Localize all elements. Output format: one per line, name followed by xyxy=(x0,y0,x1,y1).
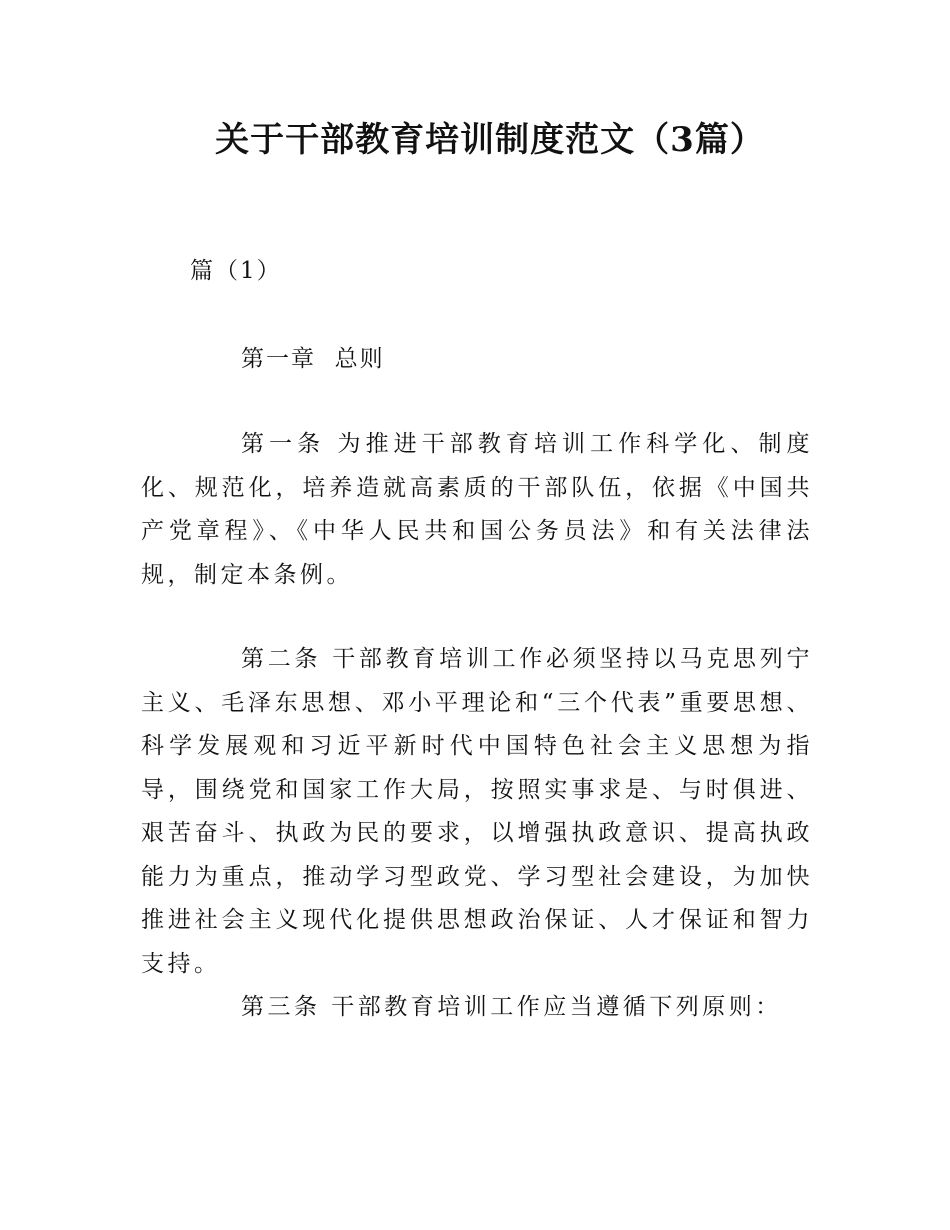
article-3-paragraph: 第三条 干部教育培训工作应当遵循下列原则： xyxy=(241,994,782,1020)
article-2-paragraph: 第二条 干部教育培训工作必须坚持以马克思列宁主义、毛泽东思想、邓小平理论和“三个代表”重要思想、科学发展观和习近平新时代中国特色社会主义思想为指导，围绕党和国家工作大局，按照实事求是、与时俱进、艰苦奋斗、执政为民的要求，以增强执政意识、提高执政能力为重点，推动学习型政党、学习型社会建设，为加快推进社会主义现代化提供思想政治保证、人才保证和智力支持。 xyxy=(141,646,813,977)
chapter-heading: 第一章 总则 xyxy=(241,346,385,372)
document-title: 关于干部教育培训制度范文（3篇） xyxy=(215,120,765,160)
article-1-paragraph: 第一条 为推进干部教育培训工作科学化、制度化、规范化，培养造就高素质的干部队伍，依据《中国共产党章程》、《中华人民共和国公务员法》和有关法律法规，制定本条例。 xyxy=(141,431,813,588)
section-label: 篇（1） xyxy=(190,258,282,284)
